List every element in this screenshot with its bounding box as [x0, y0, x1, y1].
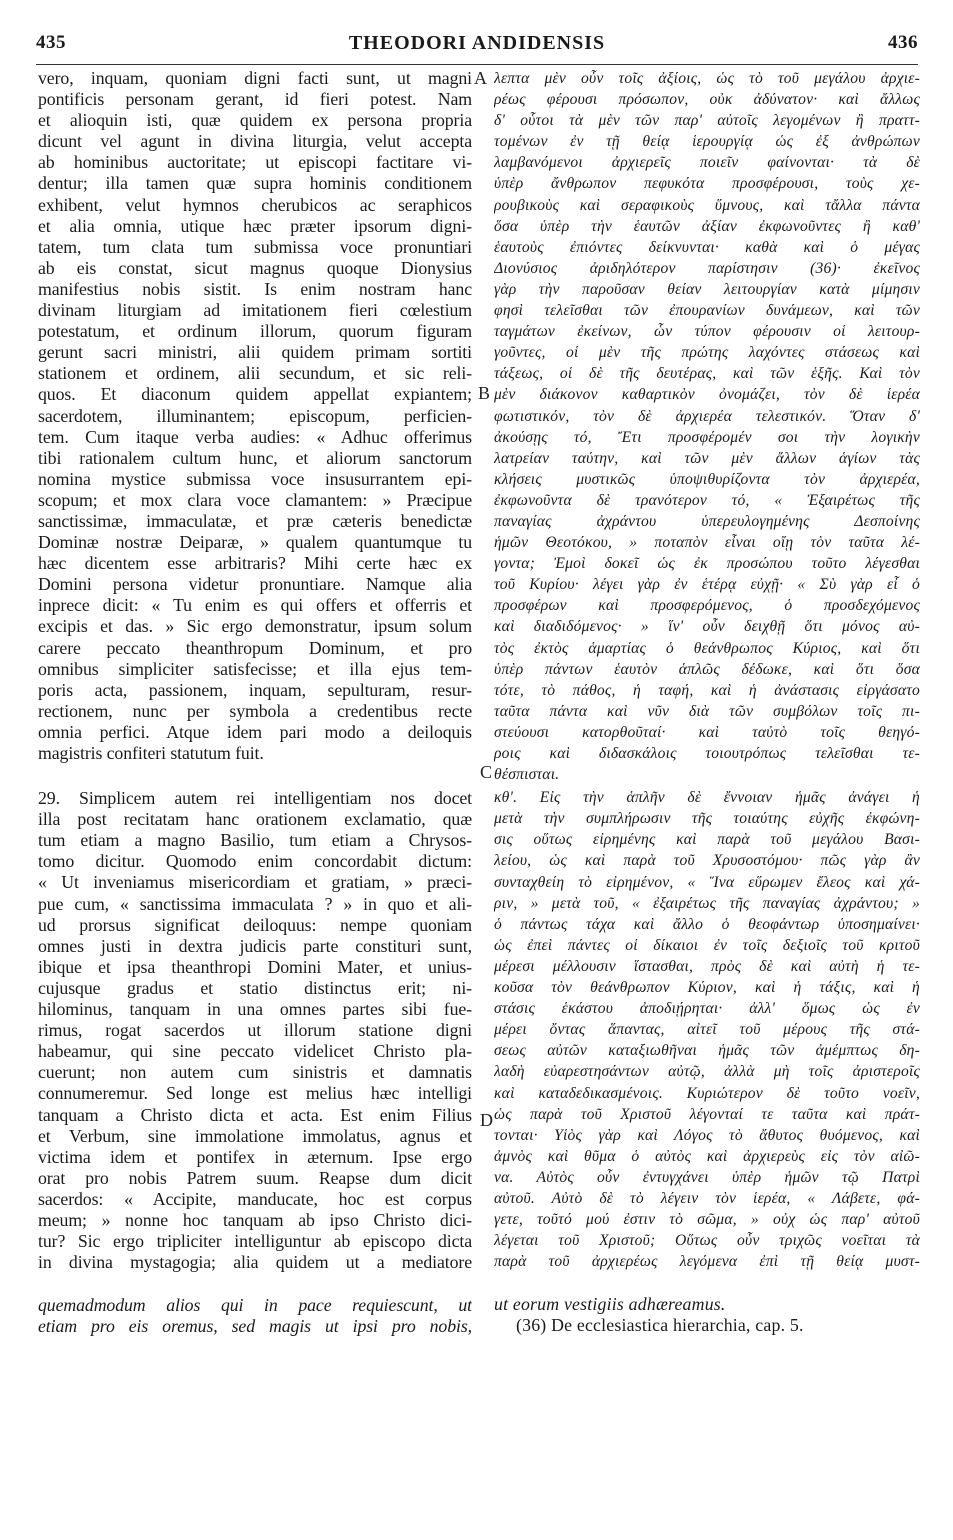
text-line: τότε, τὸ πάθος, ἡ ταφή, καὶ ἡ ἀνάστασις εἰργάσατο — [494, 681, 920, 699]
text-line: καὶ καταδεδικασμένοις. Κυριώτερον δὲ τοῦτο νοεῖν, — [494, 1084, 920, 1102]
text-line: magistris confiteri statutum fuit. — [38, 743, 264, 763]
text-line: potestatum, et ordinum illorum, quorum figuram — [38, 321, 472, 342]
text-line: 29. Simplicem autem rei intelligentiam nos docet — [38, 788, 472, 809]
greek-paragraph-1 — [494, 68, 920, 785]
text-line: cujusque gradus et statio distinctus erit; ni- — [38, 977, 472, 998]
text-line: et alioquin isti, quæ quidem ex persona propria — [38, 110, 472, 131]
text-line: γετε, τοῦτό μού ἐστιν τὸ σῶμα, » οὐχ ὡς παρ' αὐτοῦ — [494, 1211, 920, 1229]
text-line: ρουβικοὺς καὶ σεραφικοὺς ὕμνους, καὶ τἄλλα πάντα — [494, 196, 920, 214]
text-line: ρέως φέρουσι πρόσωπον, οὐκ ἀδύνατον· καὶ ἄλλως — [494, 91, 920, 109]
text-line: φησὶ τελεῖσθαι τῶν ἐπουρανίων δυνάμεων, καὶ τῶν — [494, 302, 920, 320]
text-line: ud prorsus significat deiloquus: nempe quoniam — [38, 914, 472, 935]
text-line: λείου, ὡς καὶ παρὰ τοῦ Χρυσοστόμου· πῶς γὰρ ἂν — [494, 852, 920, 870]
text-line: ριν, » μετὰ τοῦ, « ἐξαιρέτως τῆς παναγίας ἀχράντου; » — [494, 894, 920, 912]
text-line: καὶ διαδιδόμενος· » ἵν' οὖν δειχθῇ ὅτι μόνος αὐ- — [494, 618, 920, 636]
text-line: Διονύσιος ἀριδηλότερον παρίστησιν (36)· ἐκεῖνος — [494, 259, 920, 277]
text-line: τοῦ Κυρίου· λέγει γὰρ ἐν ἑτέρᾳ εὐχῇ· « Σὺ γὰρ εἶ ὁ — [494, 576, 920, 594]
running-header — [36, 32, 918, 66]
page-number-right: 436 — [888, 32, 918, 53]
text-line: cuerunt; non autem cum sinistris et damnatis — [38, 1062, 472, 1083]
greek-paragraph-2 — [494, 787, 920, 1272]
text-line: στάσις ἑκάστου ἀποδιῄρηται· ἀλλ' ὅμως ὡς ἐν — [494, 1000, 920, 1018]
page-number-left: 435 — [36, 32, 66, 53]
text-line: ἀκούσῃς τό, Ἔτι προσφέρομέν σοι τὴν λογικὴν — [494, 428, 920, 446]
header-rule — [36, 64, 918, 65]
margin-marker-a: A — [474, 68, 487, 88]
text-line: ὡς παρὰ τοῦ Χριστοῦ λέγονταί τε ταῦτα καὶ πράτ- — [494, 1105, 920, 1123]
footnote-gap — [38, 1273, 472, 1295]
text-line: γὰρ τὴν παροῦσαν θείαν λειτουργίαν κατὰ μίμησιν — [494, 280, 920, 298]
paragraph-gap — [38, 764, 472, 788]
text-line: κλήσεις μυστικῶς ὑποψιθυρίζοντα τὸν ἀρχιερέα, — [494, 470, 920, 488]
text-line: ab hominibus auctoritate; ut episcopi factitare vi- — [38, 152, 472, 173]
greek-column — [494, 68, 920, 1337]
running-title: THEODORI ANDIDENSIS — [348, 32, 606, 54]
text-line: pue cum, « sanctissima immaculata ? » in quo et ali- — [38, 893, 472, 914]
text-line: ροις καὶ διδασκάλοις τοιουτρόπως τελεῖσθαι τε- — [494, 745, 920, 762]
text-line: λέγεται τοῦ Χριστοῦ; Οὕτως οὖν τριχῶς νοεῖται τὰ — [494, 1232, 920, 1250]
text-line: dentur; illa tamen quæ supra hominis conditionem — [38, 173, 472, 194]
text-line: τὸς ἐκτὸς ἁμαρτίας ὁ θεάνθρωπος Κύριος, καὶ ὅτι — [494, 639, 920, 657]
text-line: gerunt sacri ministri, alii quidem primam sortiti — [38, 342, 472, 363]
text-line: poris acta, passionem, inquam, sepulturam, resur- — [38, 679, 472, 700]
text-line: ὁ πάντως τάχα καὶ ἄλλο ὁ θεοφάντωρ ὑποσημαίνει· — [494, 915, 920, 933]
text-line: orat pro nobis Patrem suum. Reapse dum dicit — [38, 1167, 472, 1188]
text-line: κοῦσα τὸν θεάνθρωπον Κύριον, καὶ ἡ τάξις, καὶ ἡ — [494, 979, 920, 997]
latin-paragraph-2 — [38, 788, 472, 1273]
footnote-gap — [494, 1272, 920, 1294]
greek-footnote-latin: ut eorum vestigiis adhæreamus. — [494, 1294, 726, 1315]
text-line: λατρείαν ταύτην, καὶ τῶν μὲν ἄλλων ἁγίων τὰς — [494, 449, 920, 467]
text-line: να. Αὐτὸς οὖν ἐντυγχάνει ὑπὲρ ἡμῶν τῷ Πατρὶ — [494, 1168, 920, 1186]
text-line: inprece dicit: « Tu enim es qui offers et offerris et — [38, 595, 472, 616]
text-line: ὡς ἐπεὶ πάντες οἱ δίκαιοι ἐν τοῖς δεξιοῖς τοῦ κριτοῦ — [494, 936, 920, 954]
text-line: quemadmodum alios qui in pace requiescunt, ut — [38, 1295, 472, 1316]
text-line: in divina mystagogia; alia quidem ut a mediatore — [38, 1252, 472, 1273]
text-line: pontificis personam gerant, id fieri potest. Nam — [38, 89, 472, 110]
text-line: omnia perfici. Atque idem pari modo a deiloquis — [38, 721, 472, 742]
text-line: divinam liturgiam ad imitationem fieri cœlestium — [38, 300, 472, 321]
text-line: γοντα; Ἐμοὶ δοκεῖ ὡς ἐκ προσώπου τοῦτο λέγεσθαι — [494, 555, 920, 573]
text-line: tem. Cum itaque verba audies: « Adhuc offerimus — [38, 426, 472, 447]
text-line: victima idem et pontifex in æternum. Ipse ergo — [38, 1146, 472, 1167]
text-line: meum; » nonne hoc tanquam ab ipso Christo dici- — [38, 1209, 472, 1230]
text-line: ταγμάτων ἐκείνων, ὧν τύπον φέρουσιν οἱ λειτουρ- — [494, 323, 920, 341]
text-line: rectionem, nunc per symbola a credentibus recte — [38, 700, 472, 721]
text-line: Domini persona videtur pronuntiare. Namque alia — [38, 574, 472, 595]
margin-marker-d: D — [480, 1110, 493, 1130]
text-line: ὑπὲρ πάντων ἑαυτὸν ἁπλῶς δέδωκε, καὶ ὅτι ὅσα — [494, 660, 920, 678]
text-line: rimus, rogat sacerdos ut illorum statione digni — [38, 1020, 472, 1041]
text-line: σις οὕτως εἰρημένης καὶ παρὰ τοῦ μεγάλου Βασι- — [494, 831, 920, 849]
text-line: nomina mystice submissa voce insusurrantem epi- — [38, 468, 472, 489]
text-line: λαδὴ εὐαρεστησάντων αὐτῷ, ἀλλὰ μὴ τοῖς ἀριστεροῖς — [494, 1063, 920, 1081]
text-line: tum etiam a magno Basilio, tum etiam a Chrysos- — [38, 830, 472, 851]
text-line: carere peccato theanthropum Dominum, et pro — [38, 637, 472, 658]
text-line: et alia omnia, utique hæc præter ipsorum digni- — [38, 215, 472, 236]
text-line: ab eis constat, sicut magnus quoque Dionysius — [38, 257, 472, 278]
text-line: τονται· Υἱὸς γὰρ καὶ Λόγος τὸ ἄθυτος θυόμενος, καὶ — [494, 1126, 920, 1144]
text-line: dicunt vel agunt in divina liturgia, velut accepta — [38, 131, 472, 152]
text-line: quos. Et diaconum quidem appellat expiantem; — [38, 384, 472, 405]
margin-marker-b: B — [478, 383, 491, 403]
text-line: omnibus simpliciter satisfecisse; et illa ejus tem- — [38, 658, 472, 679]
text-line: hæc dicentem esse arbitraris? Mihi certe hæc ex — [38, 553, 472, 574]
text-line: manifestius nobis sistit. Is enim nostram hanc — [38, 278, 472, 299]
text-line: « Ut inveniamus misericordiam et gratiam, » præci- — [38, 872, 472, 893]
text-line: κθ'. Εἰς τὴν ἁπλῆν δὲ ἔννοιαν ἡμᾶς ἀνάγει ἡ — [494, 789, 920, 807]
text-line: ἀμνὸς καὶ θῦμα ὁ αὐτὸς καὶ ἀρχιερεὺς εἰς τὸν αἰῶ- — [494, 1147, 920, 1165]
footnote-36: (36) De ecclesiastica hierarchia, cap. 5. — [516, 1315, 804, 1336]
text-line: μέρει ὄντας ἅπαντας, αἰτεῖ τοῦ μέρους τῆς στά- — [494, 1021, 920, 1039]
text-line: προσφέρων καὶ προσφερόμενος, ὁ προσδεχόμενος — [494, 597, 920, 615]
text-line: δ' οὗτοι τὰ μὲν τῶν παρ' αὐτοῖς λεγομένων ἢ πραττ- — [494, 112, 920, 130]
text-line: μέρεσι μέλλουσιν ἵστασθαι, πρὸς δὲ καὶ αὐτὴ ἡ τε- — [494, 957, 920, 975]
text-line: στεύουσι κατορθοῦταί· καὶ ταὐτὸ τοῖς θεηγό- — [494, 723, 920, 741]
text-line: γοῦντες, οἱ μὲν τῆς πρώτης λαχόντες στάσεως καὶ — [494, 344, 920, 362]
text-line: παναγίας ἀχράντου ὑπερευλογημένης Δεσποίνης — [494, 512, 920, 530]
text-line: τομένων ἐν τῇ θείᾳ ἱερουργίᾳ ὡς ἐξ ἀνθρώπων — [494, 133, 920, 151]
text-line: scopum; et mox clara voce clamantem: » Præcipue — [38, 489, 472, 510]
text-line: παρὰ τοῦ ἀρχιερέως λεγόμενα ἐπὶ τῇ θείᾳ μυστ- — [494, 1253, 920, 1271]
text-line: ἐκφωνοῦντα δὲ τρανότερον τό, « Ἐξαιρέτως τῆς — [494, 491, 920, 509]
text-line: λαμβανόμενοι ἀρχιερεῖς ποιεῖν φαίνονται· τὰ δὲ — [494, 154, 920, 172]
text-line: θέσπισται. — [494, 766, 560, 784]
latin-footnote — [38, 1295, 472, 1337]
text-line: et Verbum, sine immolatione immolatus, agnus et — [38, 1125, 472, 1146]
text-line: ὑπὲρ ἄνθρωπον πεφυκότα προσφέρουσι, τοὺς χε- — [494, 175, 920, 193]
text-line: tomo dicitur. Quomodo enim concordabit dictum: — [38, 851, 472, 872]
latin-paragraph-1 — [38, 68, 472, 764]
text-line: hilominus, tanquam in una omnes partes sibi fue- — [38, 999, 472, 1020]
text-line: excipis et das. » Sic ergo demonstratur, ipsum solum — [38, 616, 472, 637]
text-line: μὲν διάκονον καθαρτικὸν ὀνομάζει, τὸν δὲ ἱερέα — [494, 386, 920, 404]
text-line: habeamur, qui sine peccato videlicet Christo pla- — [38, 1041, 472, 1062]
text-line: λεπτα μὲν οὖν τοῖς ἀξίοις, ὡς τὸ τοῦ μεγάλου ἀρχιε- — [494, 70, 920, 87]
text-line: ὅσα ὑπὲρ τὴν ἑαυτῶν ἀξίαν ἐκφωνοῦντες ἢ καθ' — [494, 217, 920, 235]
latin-column — [38, 68, 472, 1337]
text-line: stationem et ordinem, alii secundum, et sic reli- — [38, 363, 472, 384]
text-line: τάξεως, οἱ δὲ τῆς δευτέρας, καὶ τῶν ἑξῆς. Καὶ τὸν — [494, 365, 920, 383]
text-line: αὐτοῦ. Αὐτὸ δὲ τὸ λέγειν τὸν ἱερέα, « Λάβετε, φά- — [494, 1189, 920, 1207]
text-line: sacerdotem, illuminantem; episcopum, perficien- — [38, 405, 472, 426]
text-line: etiam pro eis oremus, sed magis ut ipsi pro nobis, — [38, 1316, 472, 1337]
text-line: συνταχθείη τὸ εἰρημένον, « Ἵνα εὕρωμεν ἔλεος καὶ χά- — [494, 873, 920, 891]
text-line: connumeremur. Sed longe est melius hæc intelligi — [38, 1083, 472, 1104]
text-line: ἡμῶν Θεοτόκου, » ποταπὸν εἶναι οἴῃ τὸν ταῦτα λέ- — [494, 534, 920, 552]
text-line: vero, inquam, quoniam digni facti sunt, ut magni — [38, 68, 472, 88]
text-line: ἑαυτοὺς ἐπιόντες δείκνυνται· καθὰ καὶ ὁ μέγας — [494, 238, 920, 256]
text-line: Dominæ nostræ Deiparæ, » qualem quantumque tu — [38, 532, 472, 553]
text-line: exhibent, velut hymnos cherubicos ac seraphicos — [38, 194, 472, 215]
text-line: μετὰ τὴν συμπλήρωσιν τῆς τοιαύτης εὐχῆς ἐκφώνη- — [494, 810, 920, 828]
text-line: sanctissimæ, immaculatæ, et præ cæteris benedictæ — [38, 510, 472, 531]
text-line: omnes justi in dextra judicis parte constituri sunt, — [38, 935, 472, 956]
margin-marker-c: C — [480, 762, 493, 782]
text-line: tibi rationalem cultum hunc, et aliorum sanctorum — [38, 447, 472, 468]
text-line: illa post recitatam hanc orationem exclamatio, quæ — [38, 809, 472, 830]
text-line: σεως αὐτῶν καταξιωθῆναι ἡμᾶς τῶν ἀμέμπτως δη- — [494, 1042, 920, 1060]
text-line: sacerdos: « Accipite, manducate, hoc est corpus — [38, 1188, 472, 1209]
text-line: tur? Sic ergo tripliciter intelliguntur ab episcopo dicta — [38, 1231, 472, 1252]
text-line: ibique et ipsa theanthropi Domini Mater, et unius- — [38, 956, 472, 977]
text-line: φωτιστικόν, τὸν δὲ ἀρχιερέα τελεστικόν. Ὅταν δ' — [494, 407, 920, 425]
text-line: tatem, tum clata tum submissa voce pronuntiari — [38, 236, 472, 257]
text-line: ταῦτα πάντα καὶ νῦν διὰ τῶν συμβόλων τοῖς πι- — [494, 702, 920, 720]
text-line: tanquam a Christo dicta et acta. Est enim Filius — [38, 1104, 472, 1125]
